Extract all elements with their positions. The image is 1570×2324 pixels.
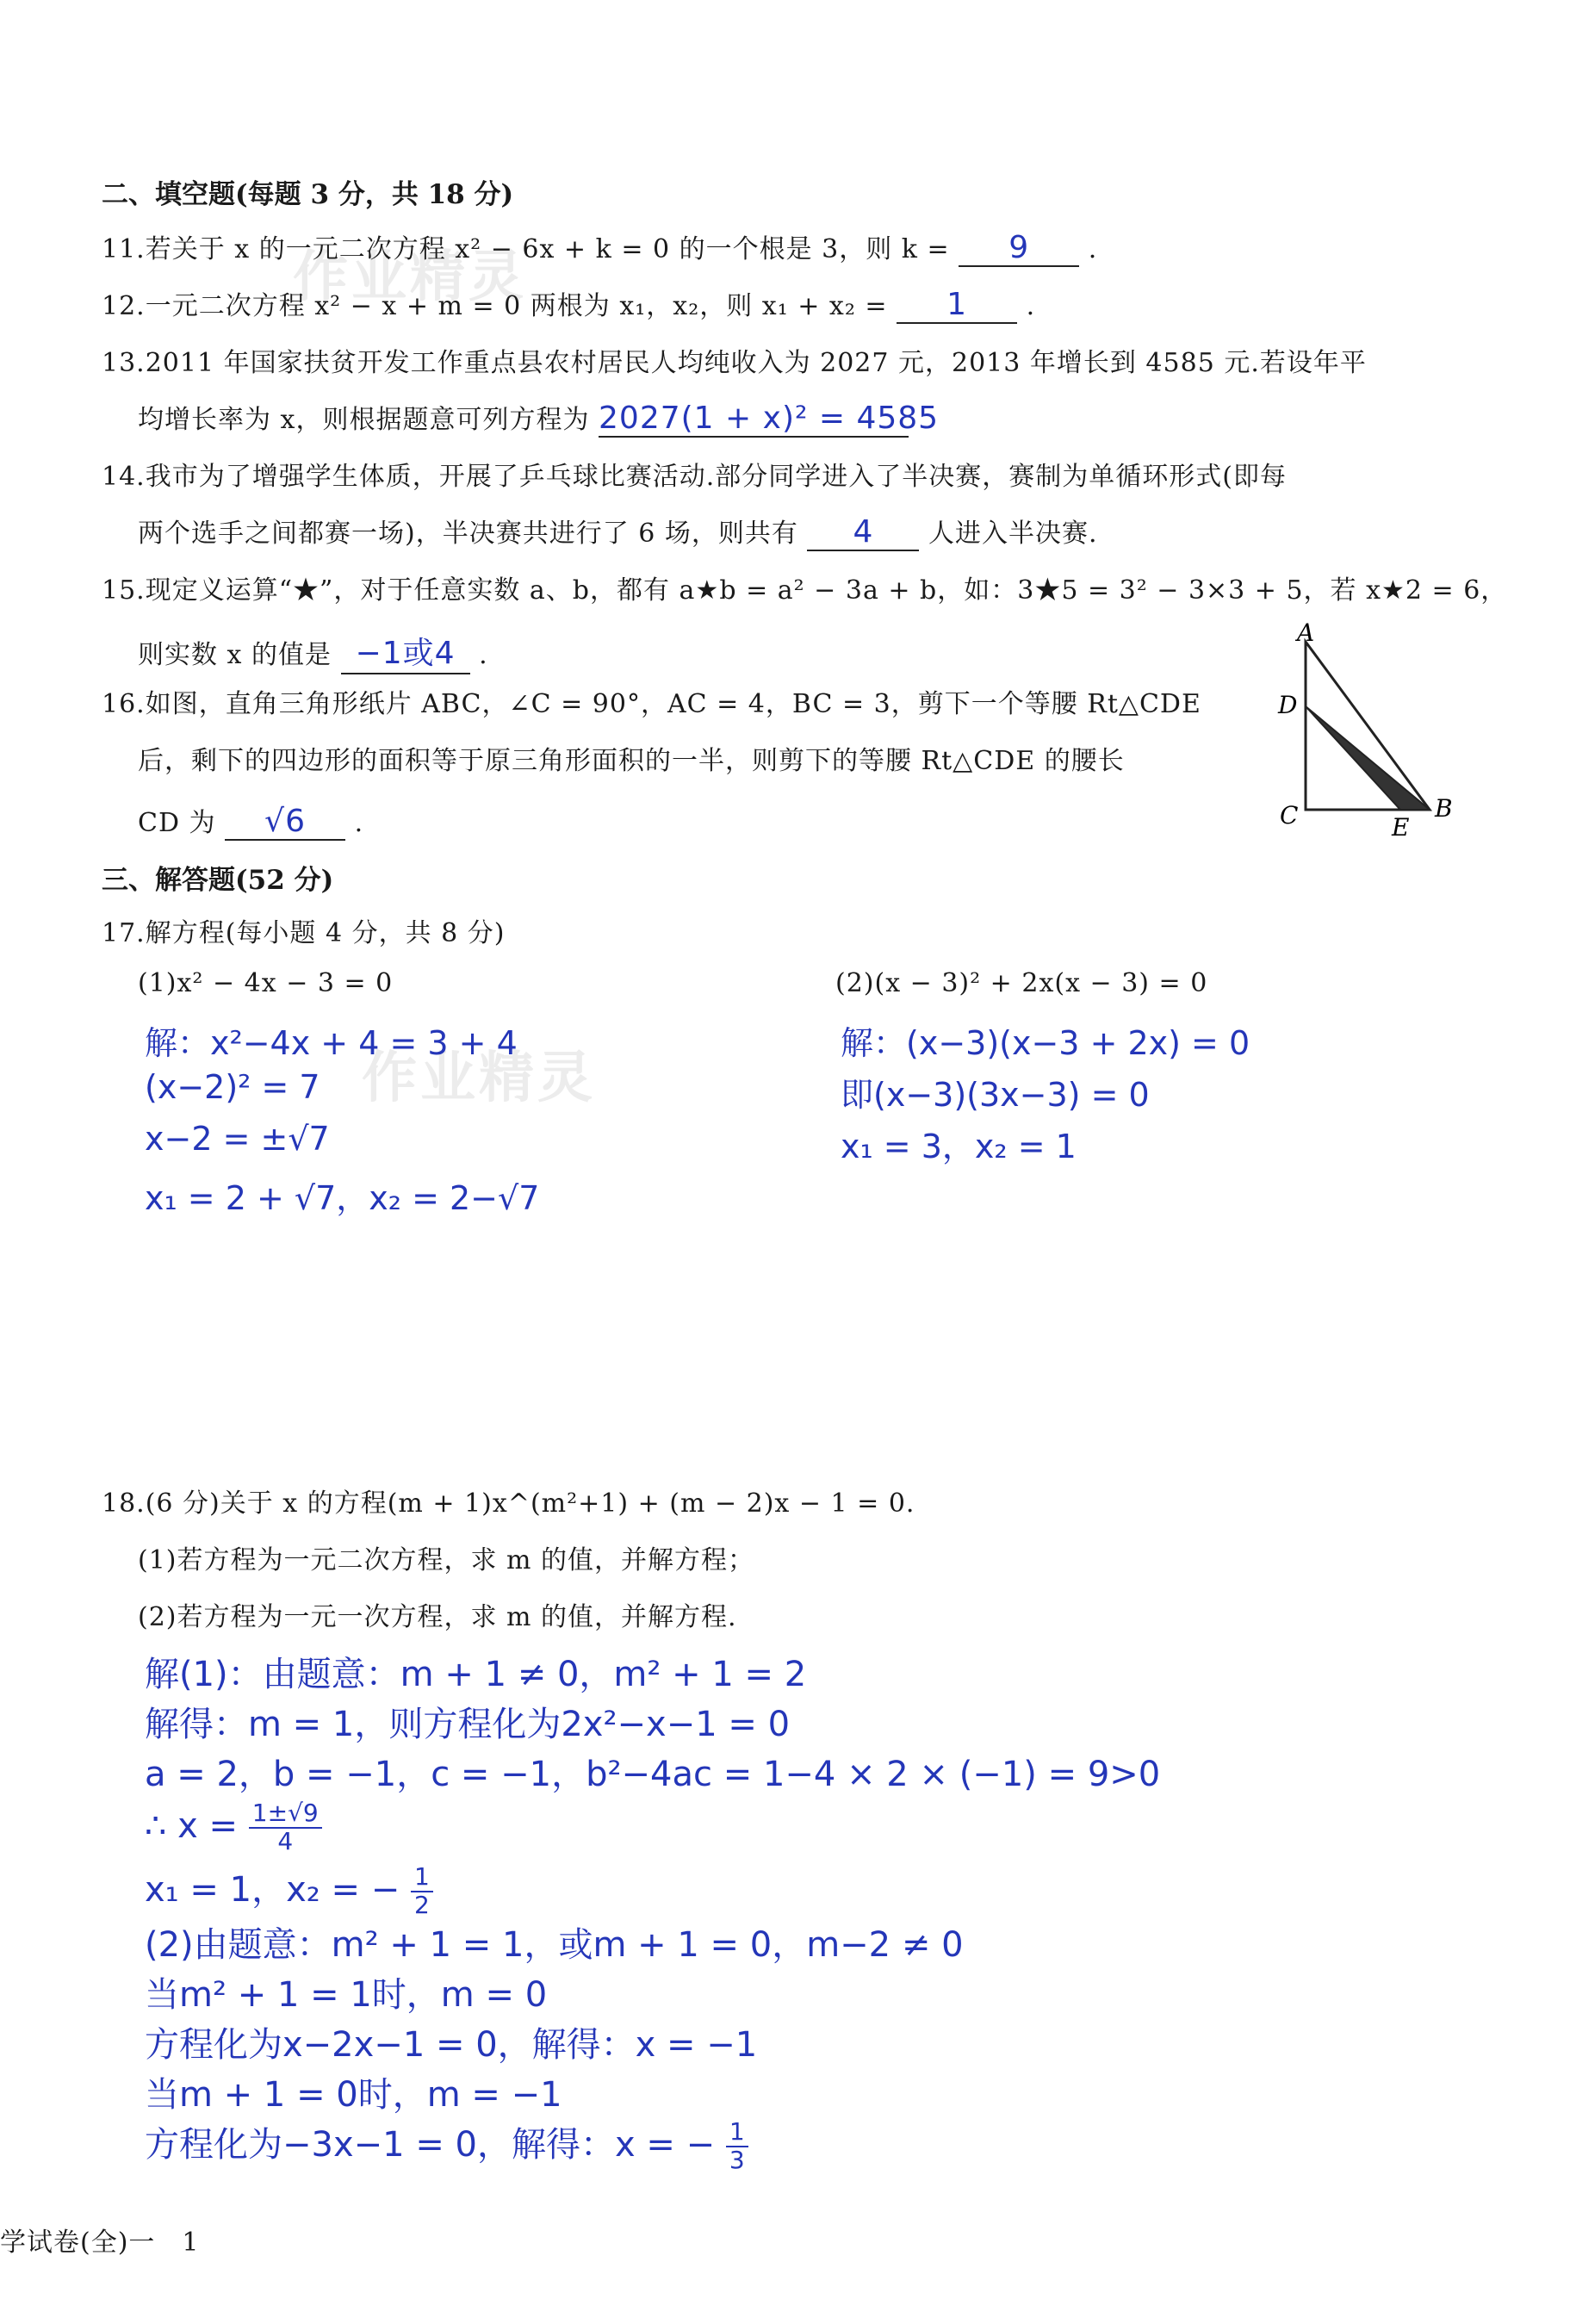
- watermark: 作业精灵: [362, 1047, 596, 1110]
- page-footer: 学试卷(全)一 1: [0, 2228, 200, 2258]
- label-a: A: [1297, 620, 1315, 647]
- solution-18-line7: 当m² + 1 = 1时，m = 0: [145, 1975, 548, 2015]
- question-16-line2: 后，剩下的四边形的面积等于原三角形面积的一半，则剪下的等腰 Rt△CDE 的腰长: [138, 746, 1125, 776]
- answer-12: 1: [946, 287, 968, 322]
- solution-17-2-line2: 即(x−3)(3x−3) = 0: [841, 1076, 1150, 1114]
- solution-17-2-line3: x₁ = 3，x₂ = 1: [841, 1128, 1077, 1165]
- solution-18-line10: 方程化为−3x−1 = 0，解得：x = − $\frac{1}{3}$: [145, 2117, 748, 2174]
- label-b: B: [1435, 794, 1453, 823]
- question-13-line2: 均增长率为 x，则根据题意可列方程为 2027(1 + x)² = 4585: [138, 401, 940, 436]
- solution-17-2-line1: 解：(x−3)(x−3 + 2x) = 0: [841, 1024, 1250, 1062]
- watermark: 作业精灵: [293, 245, 527, 309]
- solution-18-line3: a = 2，b = −1，c = −1，b²−4ac = 1−4 × 2 × (−1) = 9>0: [145, 1755, 1161, 1794]
- answer-14: 4: [853, 514, 874, 550]
- answer-16: √6: [264, 804, 307, 839]
- question-15-line1: 15.现定义运算“★”，对于任意实数 a、b，都有 a★b = a² − 3a + b，如：3★5 = 3² − 3×3 + 5，若 x★2 = 6，: [102, 575, 1508, 606]
- question-12-text: 12.一元二次方程 x² − x + m = 0 两根为 x₁，x₂，则 x₁ + x₂ =: [102, 291, 888, 321]
- solution-18-line9: 当m + 1 = 0时，m = −1: [145, 2075, 562, 2115]
- solution-17-1-line4: x₁ = 2 + √7，x₂ = 2−√7: [145, 1179, 540, 1217]
- question-12: 12.一元二次方程 x² − x + m = 0 两根为 x₁，x₂，则 x₁ + x₂ = 1 .: [102, 287, 1036, 322]
- solution-18-line8: 方程化为x−2x−1 = 0，解得：x = −1: [145, 2025, 758, 2065]
- question-14-line2: 两个选手之间都赛一场)，半决赛共进行了 6 场，则共有 4 人进入半决赛.: [138, 514, 1098, 550]
- solution-18-line4: ∴ x = $\frac{1\pm√9}{4}$: [145, 1800, 322, 1855]
- question-11: 11.若关于 x 的一元二次方程 x² − 6x + k = 0 的一个根是 3，则 k = 9 .: [102, 230, 1098, 265]
- label-d: D: [1278, 691, 1298, 719]
- question-16-line1: 16.如图，直角三角形纸片 ABC，∠C = 90°，AC = 4，BC = 3，剪下一个等腰 Rt△CDE: [102, 689, 1201, 719]
- answer-11: 9: [1008, 230, 1030, 265]
- section-title-answer: 三、解答题(52 分): [102, 865, 334, 896]
- question-17-part2: (2)(x − 3)² + 2x(x − 3) = 0: [835, 968, 1208, 998]
- label-e: E: [1392, 813, 1410, 842]
- question-18-title: 18.(6 分)关于 x 的方程(m + 1)x^(m²+1) + (m − 2)x − 1 = 0.: [102, 1488, 915, 1519]
- solution-18-line5: x₁ = 1，x₂ = − $\frac{1}{2}$: [145, 1862, 433, 1919]
- label-c: C: [1280, 801, 1299, 830]
- fraction-x: $\frac{1\pm√9}{4}$: [249, 1800, 322, 1855]
- question-14-line1: 14.我市为了增强学生体质，开展了乒乓球比赛活动.部分同学进入了半决赛，赛制为单循环形式(即每: [102, 462, 1287, 492]
- question-18-part1: (1)若方程为一元二次方程，求 m 的值，并解方程；: [138, 1545, 755, 1575]
- question-18-part2: (2)若方程为一元一次方程，求 m 的值，并解方程.: [138, 1602, 737, 1632]
- question-11-text: 11.若关于 x 的一元二次方程 x² − 6x + k = 0 的一个根是 3，则 k =: [102, 234, 950, 264]
- answer-13: 2027(1 + x)² = 4585: [599, 401, 940, 436]
- solution-18-line1: 解(1)：由题意：m + 1 ≠ 0，m² + 1 = 2: [145, 1655, 807, 1694]
- fraction-third: $\frac{1}{3}$: [726, 2119, 748, 2174]
- question-15-line2: 则实数 x 的值是 −1或4 .: [138, 629, 488, 674]
- solution-17-1-line2: (x−2)² = 7: [145, 1068, 320, 1106]
- question-16-line3: CD 为 √6 .: [138, 804, 364, 839]
- question-17-title: 17.解方程(每小题 4 分，共 8 分): [102, 918, 506, 948]
- solution-17-1-line3: x−2 = ±√7: [145, 1120, 330, 1158]
- answer-15: −1或4: [355, 636, 456, 671]
- fraction-half: $\frac{1}{2}$: [411, 1864, 433, 1919]
- section-title-fill-blank: 二、填空题(每题 3 分，共 18 分): [102, 179, 514, 210]
- question-17-part1: (1)x² − 4x − 3 = 0: [138, 968, 394, 998]
- solution-18-line6: (2)由题意：m² + 1 = 1，或m + 1 = 0，m−2 ≠ 0: [145, 1925, 964, 1965]
- solution-17-1-line1: 解：x²−4x + 4 = 3 + 4: [145, 1024, 518, 1062]
- triangle-figure: [1257, 620, 1464, 844]
- solution-18-line2: 解得：m = 1，则方程化为2x²−x−1 = 0: [145, 1705, 791, 1744]
- question-13-line1: 13.2011 年国家扶贫开发工作重点县农村居民人均纯收入为 2027 元，2013 年增长到 4585 元.若设年平: [102, 348, 1367, 378]
